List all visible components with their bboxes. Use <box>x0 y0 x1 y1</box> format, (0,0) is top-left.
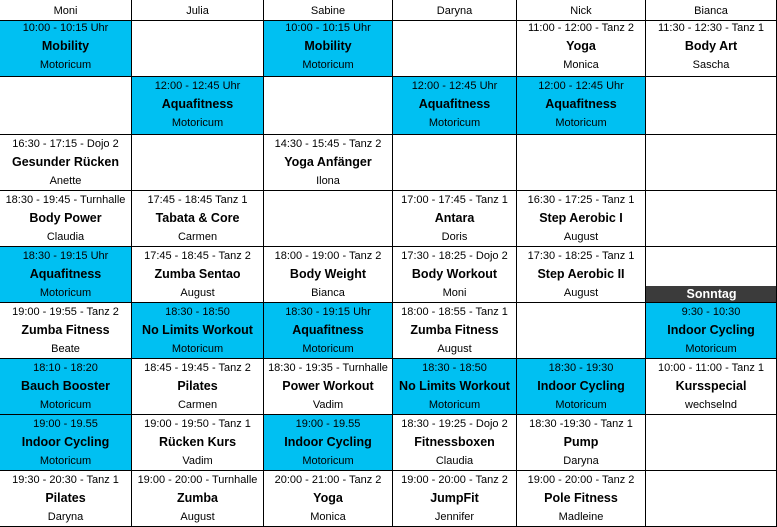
empty-cell <box>264 191 393 247</box>
course-cell <box>264 303 393 359</box>
course-name: Bauch Booster <box>21 379 110 393</box>
empty-cell <box>646 135 777 191</box>
course-time: 10:00 - 10:15 Uhr <box>22 22 109 34</box>
course-trainer: Jennifer <box>434 511 475 523</box>
course-cell <box>646 0 777 21</box>
course-cell <box>264 359 393 415</box>
course-cell <box>393 359 517 415</box>
course-name: Rücken Kurs <box>158 435 237 449</box>
course-time: 18:30 - 18:50 <box>422 362 487 374</box>
course-time: 18:30 - 19:45 - Turnhalle <box>5 194 126 206</box>
course-name: Aquafitness <box>545 97 617 111</box>
course-trainer: August <box>563 231 599 243</box>
course-trainer: Bianca <box>311 287 345 299</box>
course-name: Aquafitness <box>161 97 234 111</box>
schedule-row <box>0 247 777 303</box>
course-trainer: Daryna <box>563 455 599 467</box>
course-cell <box>0 0 132 21</box>
schedule-row <box>0 415 777 471</box>
course-trainer: Monica <box>310 511 346 523</box>
course-cell <box>132 303 264 359</box>
course-trainer: Daryna <box>436 5 473 17</box>
course-name: Body Power <box>29 211 102 225</box>
course-trainer: Motoricum <box>39 59 92 71</box>
course-name: Power Workout <box>282 379 374 393</box>
course-trainer: Carmen <box>177 231 218 243</box>
course-name: Pilates <box>45 491 86 505</box>
course-cell <box>517 77 646 135</box>
course-cell <box>0 247 132 303</box>
course-name: Indoor Cycling <box>284 435 372 449</box>
course-trainer: Vadim <box>312 399 344 411</box>
course-name: Indoor Cycling <box>21 435 110 449</box>
empty-cell <box>517 303 646 359</box>
course-name: Indoor Cycling <box>667 323 755 337</box>
course-trainer: Motoricum <box>555 117 607 129</box>
course-name: Mobility <box>41 39 90 53</box>
empty-cell <box>0 77 132 135</box>
course-trainer: Motoricum <box>428 117 481 129</box>
course-trainer: Sabine <box>310 5 346 17</box>
course-time: 17:00 - 17:45 - Tanz 1 <box>401 194 508 206</box>
day-header-cell <box>646 247 777 303</box>
course-time: 14:30 - 15:45 - Tanz 2 <box>274 138 382 150</box>
course-trainer: Motoricum <box>302 455 354 467</box>
course-name: Step Aerobic II <box>537 267 625 281</box>
course-name: Zumba Fitness <box>21 323 110 337</box>
course-cell <box>0 415 132 471</box>
course-name: Fitnessboxen <box>414 435 495 449</box>
course-time: 18:30 - 19:35 - Turnhalle <box>268 362 388 374</box>
course-cell <box>0 303 132 359</box>
course-name: Yoga <box>566 39 596 53</box>
course-time: 18:00 - 18:55 - Tanz 1 <box>401 306 508 318</box>
course-cell <box>264 471 393 527</box>
course-cell <box>393 247 517 303</box>
course-cell <box>393 0 517 21</box>
course-trainer: Ilona <box>316 175 340 187</box>
course-trainer: Claudia <box>46 231 85 243</box>
course-name: Pump <box>563 435 599 449</box>
course-cell <box>517 415 646 471</box>
course-trainer: Motoricum <box>171 117 224 129</box>
course-time: 19:00 - 20:00 - Turnhalle <box>137 474 258 486</box>
course-trainer: Claudia <box>435 455 474 467</box>
course-time: 10:00 - 11:00 - Tanz 1 <box>658 362 764 374</box>
course-trainer: Bianca <box>694 5 728 17</box>
course-cell <box>646 359 777 415</box>
empty-cell <box>132 135 264 191</box>
course-name: Zumba <box>177 491 218 505</box>
course-name: Yoga Anfänger <box>284 155 372 169</box>
course-name: Yoga <box>313 491 343 505</box>
schedule-row <box>0 191 777 247</box>
course-cell <box>132 191 264 247</box>
course-name: Step Aerobic I <box>539 211 623 225</box>
course-cell <box>264 0 393 21</box>
course-name: No Limits Workout <box>142 323 253 337</box>
course-time: 10:00 - 10:15 Uhr <box>285 22 371 34</box>
course-cell <box>517 247 646 303</box>
course-cell <box>393 191 517 247</box>
schedule-row <box>0 471 777 527</box>
empty-cell <box>646 471 777 527</box>
course-trainer: Vadim <box>182 455 213 467</box>
course-trainer: Madleine <box>558 511 604 523</box>
course-cell <box>0 359 132 415</box>
course-time: 18:30 - 19:15 Uhr <box>22 250 109 262</box>
course-cell <box>393 303 517 359</box>
course-time: 19:00 - 20:00 - Tanz 2 <box>527 474 635 486</box>
course-time: 19:00 - 19:50 - Tanz 1 <box>144 418 251 430</box>
schedule-row <box>0 77 777 135</box>
course-cell <box>132 247 264 303</box>
course-trainer: Motoricum <box>39 455 92 467</box>
empty-cell <box>393 21 517 77</box>
course-cell <box>517 21 646 77</box>
empty-cell <box>132 21 264 77</box>
course-cell <box>646 21 777 77</box>
course-time: 18:30 -19:30 - Tanz 1 <box>529 418 633 430</box>
course-cell <box>132 415 264 471</box>
course-cell <box>0 21 132 77</box>
course-trainer: Motoricum <box>39 399 92 411</box>
course-time: 17:30 - 18:25 - Tanz 1 <box>527 250 635 262</box>
course-trainer: Daryna <box>47 511 84 523</box>
course-name: Zumba Fitness <box>410 323 499 337</box>
course-cell <box>0 135 132 191</box>
course-time: 19:00 - 19.55 <box>33 418 98 430</box>
course-cell <box>0 191 132 247</box>
course-cell <box>264 415 393 471</box>
course-name: Indoor Cycling <box>537 379 625 393</box>
course-cell <box>517 359 646 415</box>
course-trainer: Motoricum <box>555 399 607 411</box>
course-time: 12:00 - 12:45 Uhr <box>154 80 241 92</box>
course-name: Aquafitness <box>292 323 364 337</box>
course-cell <box>393 415 517 471</box>
course-trainer: Moni <box>442 287 467 299</box>
course-name: Body Art <box>684 39 738 53</box>
course-cell <box>132 359 264 415</box>
course-time: 20:00 - 21:00 - Tanz 2 <box>274 474 382 486</box>
course-name: Tabata & Core <box>155 211 240 225</box>
course-cell <box>393 77 517 135</box>
course-time: 12:00 - 12:45 Uhr <box>411 80 498 92</box>
course-cell <box>393 471 517 527</box>
course-name: Pole Fitness <box>544 491 618 505</box>
course-time: 9:30 - 10:30 <box>681 306 741 318</box>
course-name: Mobility <box>304 39 352 53</box>
course-time: 18:00 - 19:00 - Tanz 2 <box>274 250 382 262</box>
course-time: 18:45 - 19:45 - Tanz 2 <box>144 362 251 374</box>
course-cell <box>132 77 264 135</box>
schedule-row <box>0 21 777 77</box>
course-time: 17:45 - 18:45 Tanz 1 <box>147 194 248 206</box>
course-trainer: August <box>437 343 472 355</box>
course-name: Gesunder Rücken <box>12 155 119 169</box>
course-trainer: August <box>180 287 215 299</box>
course-name: Antara <box>434 211 475 225</box>
course-cell <box>132 0 264 21</box>
course-cell <box>517 0 646 21</box>
course-time: 19:00 - 20:00 - Tanz 2 <box>401 474 508 486</box>
course-cell <box>264 247 393 303</box>
course-cell <box>264 21 393 77</box>
day-header-sunday <box>646 286 777 303</box>
course-trainer: Monica <box>563 59 599 71</box>
schedule-row <box>0 0 777 21</box>
course-cell <box>646 303 777 359</box>
course-trainer: Motoricum <box>302 59 354 71</box>
course-time: 17:30 - 18:25 - Dojo 2 <box>401 250 508 262</box>
course-name: Pilates <box>177 379 218 393</box>
course-trainer: Motoricum <box>302 343 354 355</box>
course-name: Body Workout <box>411 267 498 281</box>
empty-cell <box>517 135 646 191</box>
course-time: 16:30 - 17:25 - Tanz 1 <box>527 194 635 206</box>
empty-cell <box>646 415 777 471</box>
course-trainer: Anette <box>49 175 82 187</box>
course-trainer: Julia <box>186 5 209 17</box>
course-trainer: Sascha <box>692 59 730 71</box>
course-trainer: August <box>563 287 599 299</box>
course-name: Aquafitness <box>29 267 102 281</box>
course-time: 19:00 - 19:55 - Tanz 2 <box>12 306 119 318</box>
course-cell <box>517 191 646 247</box>
course-time: 18:30 - 19:15 Uhr <box>285 306 371 318</box>
course-time: 18:30 - 19:25 - Dojo 2 <box>401 418 508 430</box>
course-trainer: Carmen <box>177 399 218 411</box>
course-name: Kursspecial <box>675 379 747 393</box>
empty-cell <box>646 77 777 135</box>
course-time: 17:45 - 18:45 - Tanz 2 <box>144 250 251 262</box>
course-trainer: Nick <box>570 5 592 17</box>
course-name: No Limits Workout <box>399 379 510 393</box>
schedule-row <box>0 303 777 359</box>
empty-cell <box>393 135 517 191</box>
course-trainer: Moni <box>53 5 78 17</box>
course-time: 11:30 - 12:30 - Tanz 1 <box>658 22 764 34</box>
empty-cell <box>264 77 393 135</box>
course-trainer: Doris <box>441 231 468 243</box>
course-cell <box>517 471 646 527</box>
empty-cell <box>646 191 777 247</box>
course-cell <box>264 135 393 191</box>
course-time: 12:00 - 12:45 Uhr <box>538 80 624 92</box>
course-trainer: August <box>180 511 215 523</box>
course-trainer: Motoricum <box>39 287 92 299</box>
course-trainer: Motoricum <box>171 343 224 355</box>
course-time: 11:00 - 12:00 - Tanz 2 <box>528 22 634 34</box>
course-name: Body Weight <box>289 267 367 281</box>
course-cell <box>0 471 132 527</box>
course-trainer: Beate <box>51 343 80 355</box>
course-time: 18:30 - 18:50 <box>165 306 230 318</box>
schedule-row <box>0 359 777 415</box>
course-cell <box>132 471 264 527</box>
course-name: JumpFit <box>430 491 479 505</box>
course-trainer: Motoricum <box>685 343 737 355</box>
course-time: 16:30 - 17:15 - Dojo 2 <box>12 138 119 150</box>
schedule-row <box>0 135 777 191</box>
course-time: 19:00 - 19.55 <box>295 418 361 430</box>
day-header-label: Sonntag <box>686 287 737 301</box>
course-trainer: wechselnd <box>685 399 737 411</box>
course-name: Aquafitness <box>418 97 491 111</box>
course-time: 18:30 - 19:30 <box>548 362 614 374</box>
course-trainer: Motoricum <box>428 399 481 411</box>
course-time: 18:10 - 18:20 <box>33 362 98 374</box>
course-time: 19:30 - 20:30 - Tanz 1 <box>12 474 119 486</box>
course-name: Zumba Sentao <box>154 267 241 281</box>
